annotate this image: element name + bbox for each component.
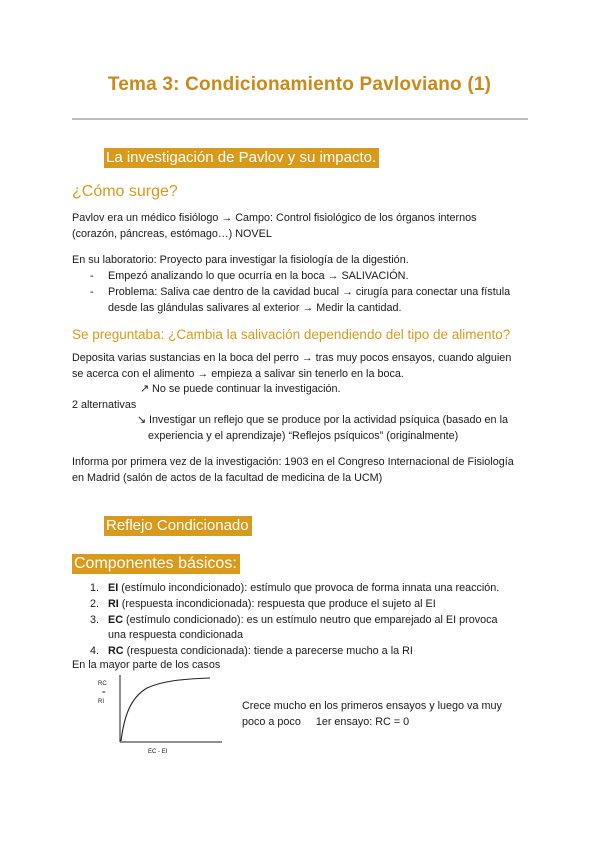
page-title: Tema 3: Condicionamiento Pavloviano (1) — [107, 74, 492, 95]
paragraph-lab-line1: En su laboratorio: Proyecto para investigar la fisiología de la digestión. — [72, 254, 409, 266]
alternative-up: ↗ No se puede continuar la investigación. — [140, 383, 341, 395]
list-number: 4. — [90, 645, 100, 657]
list-number: 2. — [90, 598, 100, 610]
bullet-mark: - — [90, 286, 94, 298]
definition-ri: (respuesta incondicionada): respuesta que produce el sujeto al EI — [118, 598, 436, 610]
list-item-ri — [108, 596, 578, 612]
paragraph-pavlov-line2: (corazón, páncreas, estómago…) NOVEL — [72, 228, 272, 240]
alternative-down-line1: ↘ Investigar un reflejo que se produce por la actividad psíquica (basado en la — [137, 414, 508, 426]
graph-note-line1: Crece mucho en los primeros ensayos y luego va muy — [242, 700, 502, 712]
learning-curve-sketch — [92, 672, 232, 756]
paragraph-informa-line2: en Madrid (salón de actos de la facultad de medicina de la UCM) — [72, 472, 383, 484]
subheading-componentes-text: Componentes básicos: — [72, 554, 240, 574]
list-number: 1. — [90, 582, 100, 594]
list-item-ec — [108, 612, 578, 628]
paragraph-informa-line1: Informa por primera vez de la investigación: 1903 en el Congreso Internacional de Fisiología — [72, 456, 514, 468]
subheading-componentes — [72, 554, 240, 574]
subheading-como-surge: ¿Cómo surge? — [72, 183, 178, 200]
term-ri: RI — [108, 598, 119, 610]
bullet-salivacion: Empezó analizando lo que ocurría en la boca → SALIVACIÓN. — [108, 270, 409, 282]
section-heading-reflejo-text: Reflejo Condicionado — [104, 516, 252, 536]
sketch-y-label-rc: RC — [98, 681, 107, 687]
graph-note-line2: poco a poco 1er ensayo: RC = 0 — [242, 716, 410, 728]
bullet-problema-cont: desde las glándulas salivares al exterior → Medir la cantidad. — [108, 302, 402, 314]
term-ec: EC — [108, 614, 123, 626]
term-rc: RC — [108, 645, 124, 657]
bullet-problema: Problema: Saliva cae dentro de la cavidad bucal → cirugía para conectar una fístula — [108, 286, 511, 298]
list-item-ec-cont: una respuesta condicionada — [108, 629, 244, 641]
alternative-down-line2: experiencia y el aprendizaje) “Reflejos psíquicos” (originalmente) — [148, 430, 459, 442]
term-ei: EI — [108, 582, 119, 594]
section-heading-pavlov-text: La investigación de Pavlov y su impacto. — [104, 148, 379, 168]
sketch-x-label: EC - EI — [148, 749, 168, 755]
sketch-curve — [121, 678, 210, 741]
paragraph-mayoria: En la mayor parte de los casos — [72, 659, 221, 671]
section-heading-reflejo — [104, 516, 252, 535]
title-divider — [72, 118, 528, 120]
list-number: 3. — [90, 614, 100, 626]
definition-rc: (respuesta condicionada): tiende a parecerse mucho a la RI — [123, 645, 413, 657]
definition-ec: (estímulo condicionado): es un estímulo neutro que emparejado al EI provoca — [123, 614, 498, 626]
list-item-ei — [108, 580, 578, 596]
paragraph-pavlov-line1: Pavlov era un médico fisiólogo → Campo: Control fisiológico de los órganos internos — [72, 212, 477, 224]
definition-ei: (estímulo incondicionado): estímulo que provoca de forma innata una reacción. — [118, 582, 500, 594]
alternatives-label: 2 alternativas — [72, 399, 137, 411]
question-heading: Se preguntaba: ¿Cambia la salivación dependiendo del tipo de alimento? — [72, 327, 511, 342]
bullet-mark: - — [90, 270, 94, 282]
sketch-y-label-ri: RI — [98, 699, 104, 705]
paragraph-deposita-line1: Deposita varias sustancias en la boca del perro → tras muy pocos ensayos, cuando alguien — [72, 352, 512, 364]
sketch-y-label-eq: = — [102, 690, 106, 696]
paragraph-deposita-line2: se acerca con el alimento → empieza a salivar sin tenerlo en la boca. — [72, 368, 404, 380]
section-heading-pavlov — [104, 148, 379, 167]
